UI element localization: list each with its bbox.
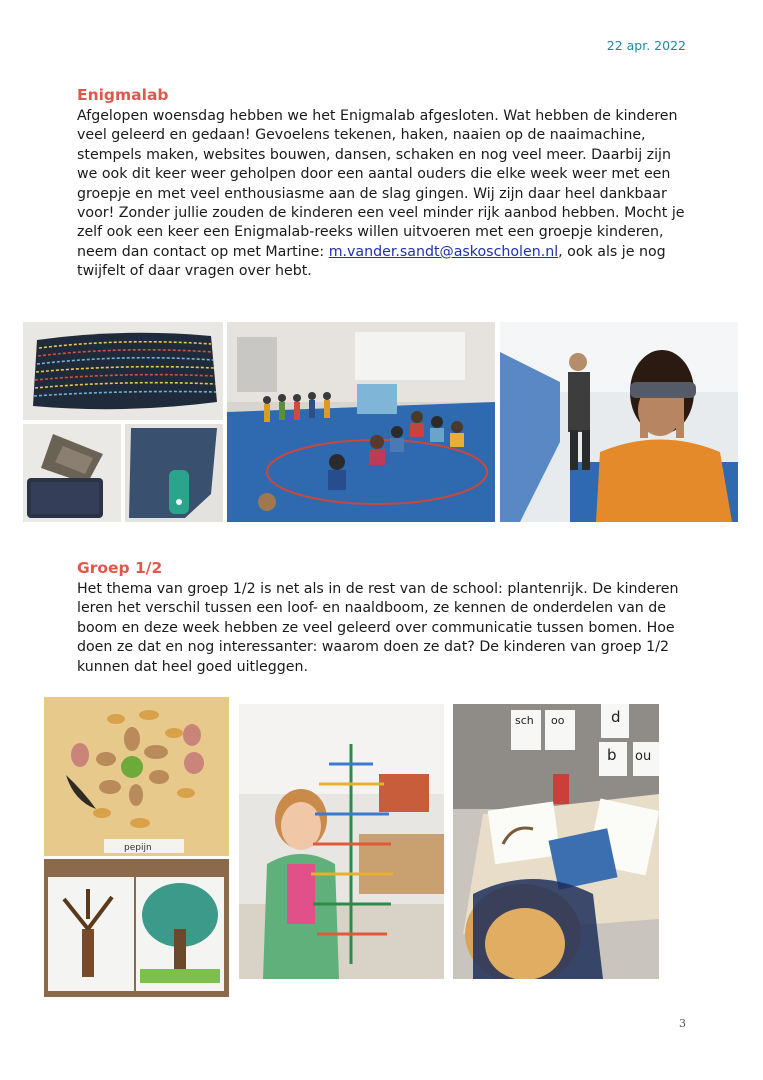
blindfold-photo [500,322,738,522]
enigmalab-paragraph [77,107,692,282]
enigmalab-text: Afgelopen woensdag hebben we het Enigmalab afgesloten. Wat hebben de kinderen veel geleerd en gedaan! Gevoelens tekenen, haken, naaien op de naaimachine, stempels maken, websites bouwen, dansen, schaken en nog veel meer. Daarbij zijn we ook dit keer weer geholpen door een aantal ouders die elke week weer met een groepje en met veel enthousiasme aan de slag gingen. Wij zijn daar heel dankbaar voor! Zonder jullie zouden de kinderen een veel minder rijk aanbod hebben. Mocht je zelf ook een keer een Enigmalab-reeks willen uitvoeren met een groepje kinderen, neem dan contact op met Martine: [77,108,685,260]
groep12-paragraph: Het thema van groep 1/2 is net als in de rest van de school: plantenrijk. De kinderen leren het verschil tussen een loof- en naaldboom, ze kennen de onderdelen van de boom en deze week hebben ze veel geleerd over communicatie tussen bomen. Hoe doen ze dat en nog interessanter: waarom doen ze dat? De kinderen van groep 1/2 kunnen dat heel goed uitleggen. [77,581,679,675]
card-d: d [611,708,621,726]
denim-pouch-photo [125,424,223,522]
tree-drawings-photo [44,859,229,997]
card-b: b [607,746,617,764]
groep12-heading: Groep 1/2 [77,559,163,577]
page-date: 22 apr. 2022 [606,38,686,53]
enigmalab-text-end: , ook als je nog twijfelt of daar vragen over hebt. [77,243,666,280]
leaf-collage-photo [44,697,229,856]
enigmalab-heading: Enigmalab [77,86,169,104]
card-sch: sch [515,714,534,727]
page-number: 3 [679,1017,686,1030]
contact-email-link[interactable]: m.vander.sandt@askoscholen.nl [328,243,559,260]
letter-tree-work-photo [453,704,659,979]
hall-circle-photo [227,322,495,522]
card-ou: ou [635,749,652,764]
fabric-pouches-photo [23,424,121,522]
card-oo: oo [551,714,565,727]
fabric-pillow-photo [23,322,223,420]
enigmalab-section [77,86,692,282]
name-label: pepijn [124,843,152,853]
groep12-section [77,559,692,677]
pipe-cleaner-tree-photo [239,704,444,979]
